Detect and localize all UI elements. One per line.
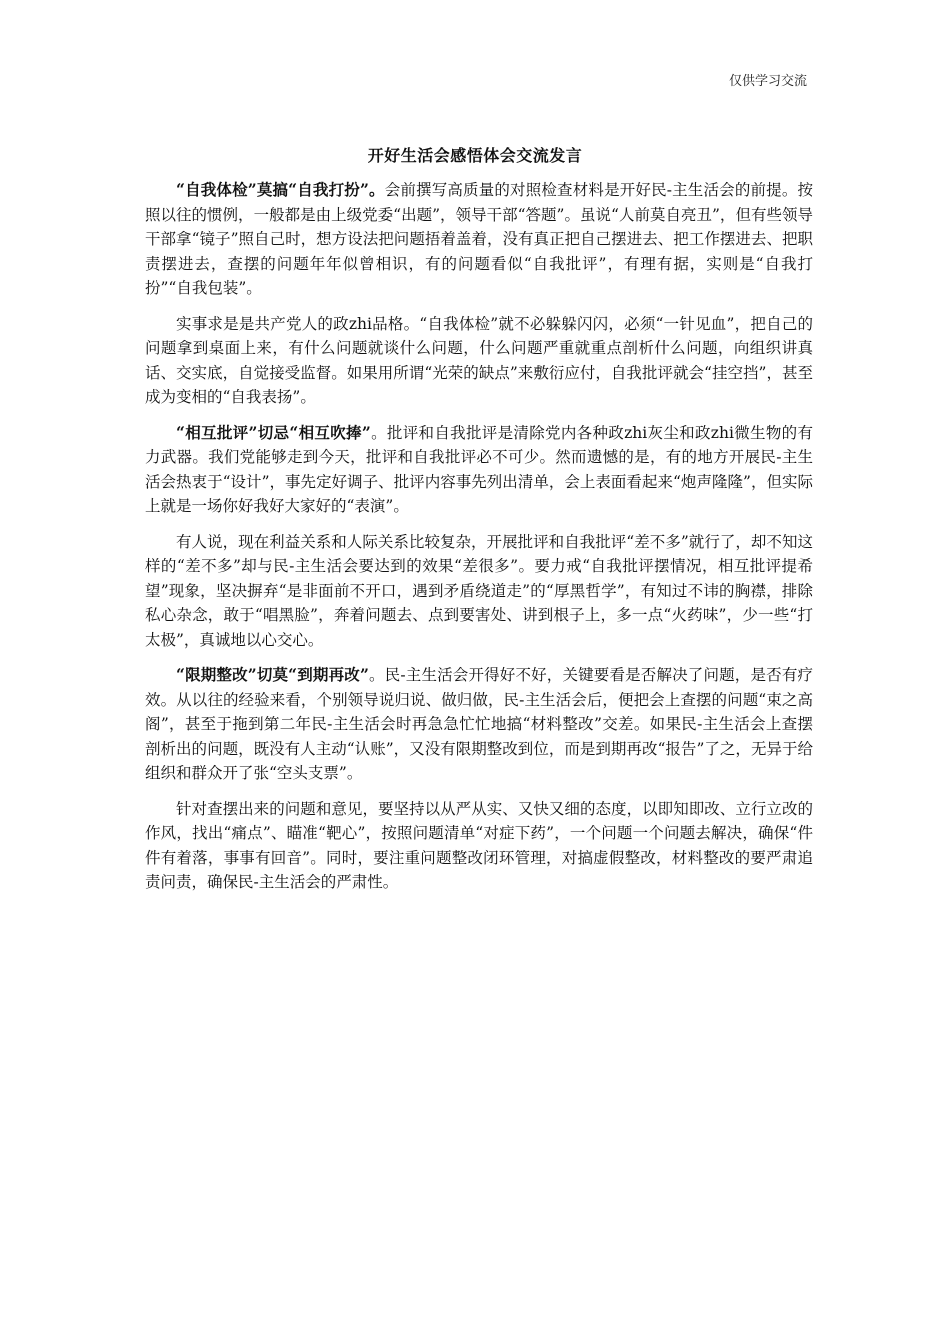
header-note: 仅供学习交流	[728, 74, 807, 89]
document-body	[145, 178, 813, 906]
paragraph-text: 。批评和自我批评是清除党内各种政zhi灰尘和政zhi微生物的有力武器。我们党能够走到今天，批评和自我批评必不可少。然而遗憾的是，有的地方开展民-主生活会热衷于“设计”，事先定好调子、批评内容事先列出清单，会上表面看起来“炮声隆隆”，但实际上就是一场你好我好大家好的“表演”。	[145, 423, 813, 515]
paragraph-1	[145, 178, 813, 301]
paragraph-text: 会前撰写高质量的对照检查材料是开好民-主生活会的前提。按照以往的惯例，一般都是由上级党委“出题”，领导干部“答题”。虽说“人前莫自亮丑”，但有些领导干部拿“镜子”照自己时，想方设法把问题捂着盖着，没有真正把自己摆进去、把工作摆进去、把职责摆进去，查摆的问题年年似曾相识，有的问题看似“自我批评”，有理有据，实则是“自我打扮”“自我包装”。	[145, 181, 813, 297]
paragraph-6	[145, 797, 813, 895]
paragraph-text: 。民-主生活会开得好不好，关键要看是否解决了问题，是否有疗效。从以往的经验来看，个别领导说归说、做归做，民-主生活会后，便把会上查摆的问题“束之高阁”，甚至于拖到第二年民-主生活会时再急急忙忙地搞“材料整改”交差。如果民-主生活会上查摆剖析出的问题，既没有人主动“认账”，又没有限期整改到位，而是到期再改“报告”了之，无异于给组织和群众开了张“空头支票”。	[145, 666, 813, 782]
paragraph-text: 针对查摆出来的问题和意见，要坚持以从严从实、又快又细的态度，以即知即改、立行立改的作风，找出“痛点”、瞄准“靶心”，按照问题清单“对症下药”，一个问题一个问题去解决，确保“件件有着落，事事有回音”。同时，要注重问题整改闭环管理，对搞虚假整改，材料整改的要严肃追责问责，确保民-主生活会的严肃性。	[145, 799, 813, 891]
paragraph-2	[145, 312, 813, 410]
paragraph-lead: “相互批评”切忌“相互吹捧”	[176, 422, 371, 442]
paragraph-lead: “限期整改”切莫“到期再改”	[176, 665, 369, 684]
paragraph-text: 实事求是是共产党人的政zhi品格。“自我体检”就不必躲躲闪闪，必须“一针见血”，把自己的问题拿到桌面上来，有什么问题就谈什么问题，什么问题严重就重点剖析什么问题，向组织讲真话、交实底，自觉接受监督。如果用所谓“光荣的缺点”来敷衍应付，自我批评就会“挂空挡”，甚至成为变相的“自我表扬”。	[145, 314, 813, 406]
paragraph-lead: “自我体检”莫搞“自我打扮”。	[176, 180, 385, 199]
paragraph-5	[145, 663, 813, 786]
document-title: 开好生活会感悟体会交流发言	[367, 146, 583, 165]
paragraph-text: 有人说，现在利益关系和人际关系比较复杂，开展批评和自我批评“差不多”就行了，却不知这样的“差不多”却与民-主生活会要达到的效果“差很多”。要力戒“自我批评摆情况，相互批评提希望”现象，坚决摒弃“是非面前不开口，遇到矛盾绕道走”的“厚黑哲学”，有知过不讳的胸襟，排除私心杂念，敢于“唱黑脸”，奔着问题去、点到要害处、讲到根子上，多一点“火药味”，少一些“打太极”，真诚地以心交心。	[145, 532, 813, 649]
paragraph-3	[145, 421, 813, 519]
paragraph-4	[145, 530, 813, 653]
